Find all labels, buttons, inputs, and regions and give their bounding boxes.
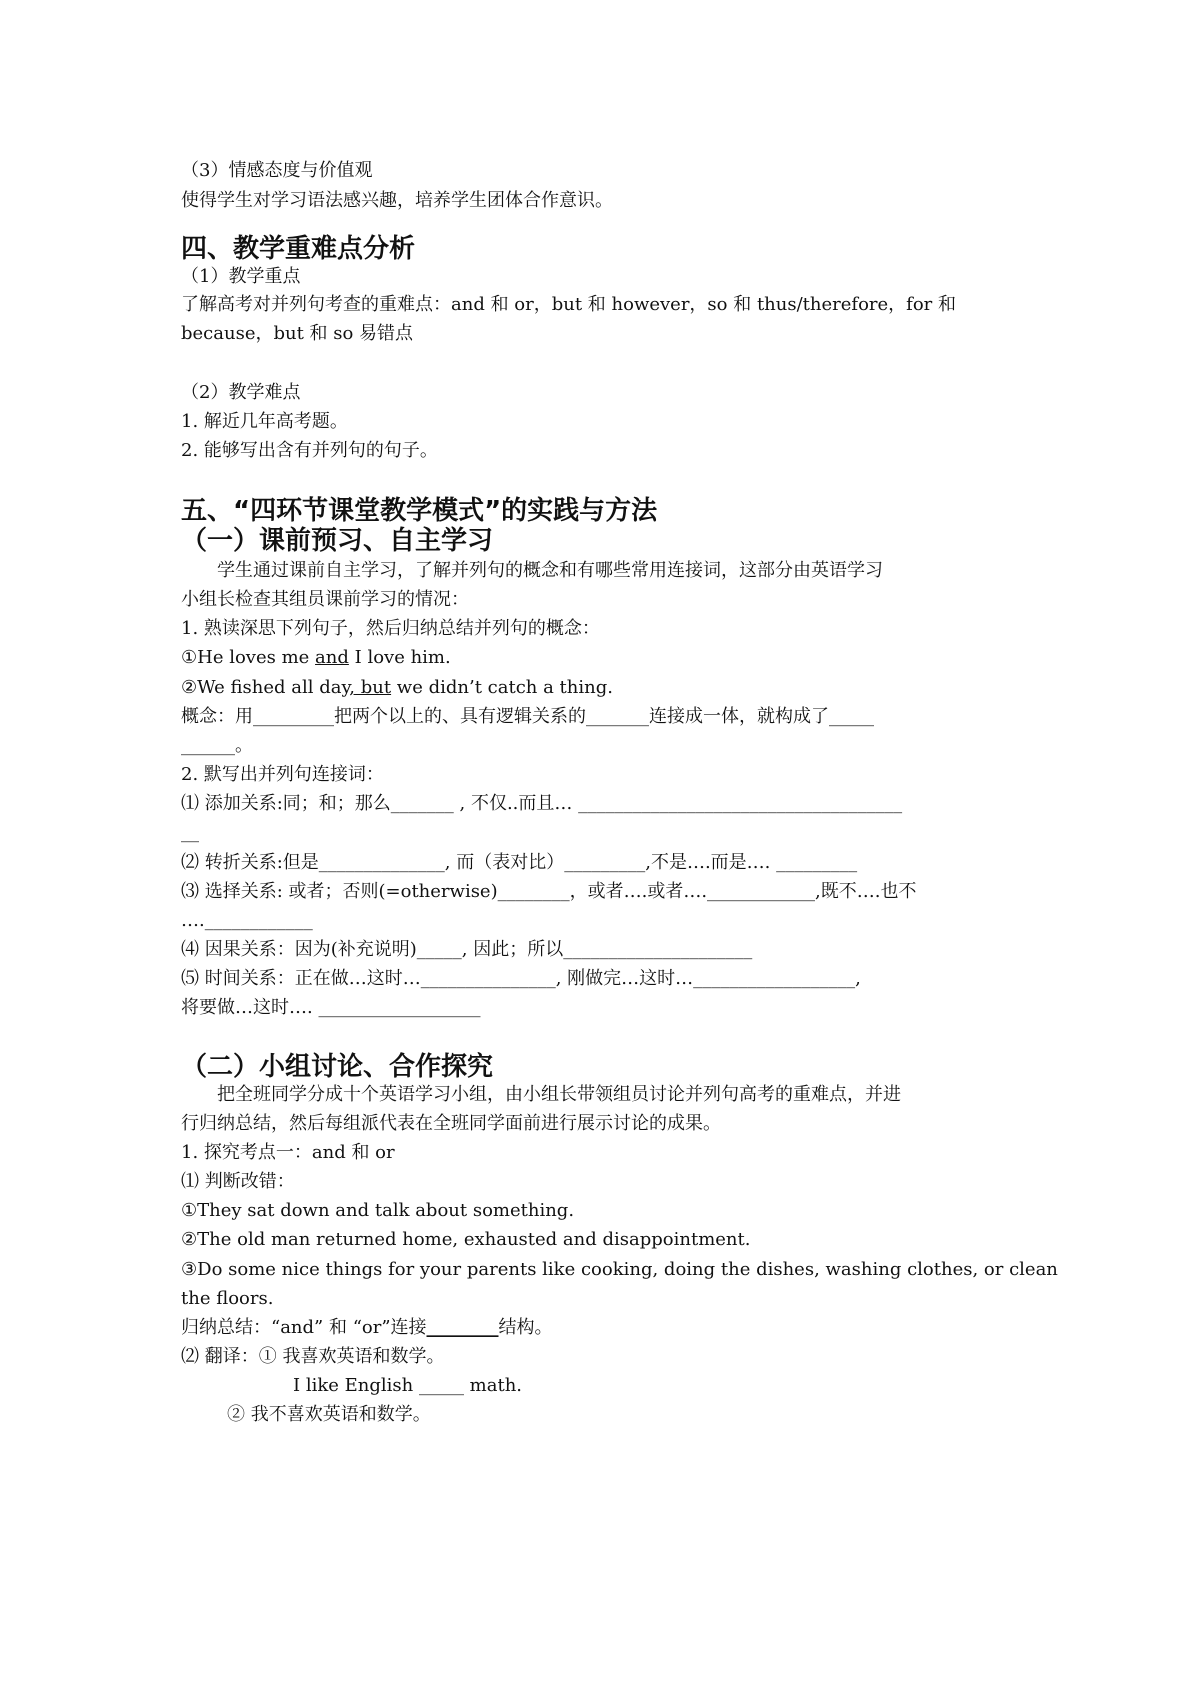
judge-item-1: ①They sat down and talk about something.	[181, 1200, 575, 1221]
judge-correct-heading: ⑴ 判断改错：	[181, 1171, 295, 1192]
subheading-two: （二）小组讨论、合作探究	[181, 1052, 494, 1082]
connector-cause: ⑷ 因果关系：因为(补充说明)_____, 因此；所以_____________________	[181, 939, 753, 960]
connector-time: ⑸ 时间关系：正在做…这时…_______________, 刚做完…这时…__________________,	[181, 968, 861, 989]
connector-choice-cont: ….____________	[181, 910, 313, 931]
preview-question-2: 2. 默写出并列句连接词：	[181, 764, 384, 785]
subheading-one: （一）课前预习、自主学习	[181, 526, 494, 556]
connector-contrast: ⑵ 转折关系:但是______________, 而（表对比）_________,不是….而是…. _________	[181, 852, 858, 873]
preview-paragraph-1: 学生通过课前自主学习，了解并列句的概念和有哪些常用连接词，这部分由英语学习	[217, 560, 883, 581]
section-3-body: 使得学生对学习语法感兴趣，培养学生团体合作意识。	[181, 190, 613, 211]
summary-line: 归纳总结：“and” 和 “or”连接________结构。	[181, 1317, 553, 1338]
judge-item-3-cont: the floors.	[181, 1288, 274, 1309]
preview-paragraph-2: 小组长检查其组员课前学习的情况：	[181, 589, 469, 610]
concept-line-1: 概念：用_________把两个以上的、具有逻辑关系的_______连接成一体，就构成了_____	[181, 706, 874, 727]
connector-time-cont: 将要做…这时…. __________________	[181, 997, 481, 1018]
example-sentence-1: ①He loves me and I love him.	[181, 647, 451, 668]
difficulty-item-1: 1. 解近几年高考题。	[181, 411, 348, 432]
judge-item-3: ③Do some nice things for your parents like cooking, doing the dishes, washing clothes, or clean	[181, 1259, 1058, 1280]
example-sentence-2: ②We fished all day, but we didn’t catch a thing.	[181, 677, 613, 698]
translate-heading: ⑵ 翻译：① 我喜欢英语和数学。	[181, 1346, 445, 1367]
connector-add: ⑴ 添加关系:同；和；那么_______ , 不仅..而且… ____________________________________	[181, 793, 903, 814]
section-3-heading: （3）情感态度与价值观	[181, 160, 373, 181]
connector-choice: ⑶ 选择关系: 或者；否则(=otherwise)________，或者….或者….____________,既不….也不	[181, 881, 917, 902]
probe-point-1: 1. 探究考点一：and 和 or	[181, 1142, 395, 1163]
heading-four: 四、教学重难点分析	[181, 234, 416, 264]
group-paragraph-2: 行归纳总结，然后每组派代表在全班同学面前进行展示讨论的成果。	[181, 1113, 721, 1134]
difficulty-item-2: 2. 能够写出含有并列句的句子。	[181, 440, 438, 461]
key-points-body-1: 了解高考对并列句考查的重难点：and 和 or，but 和 however，so 和 thus/therefore，for 和	[181, 294, 956, 315]
translate-answer-1: I like English _____ math.	[293, 1375, 523, 1396]
translate-item-2: ② 我不喜欢英语和数学。	[227, 1404, 431, 1425]
connector-add-cont: __	[181, 822, 199, 843]
key-points-heading: （1）教学重点	[181, 266, 301, 287]
group-paragraph-1: 把全班同学分成十个英语学习小组，由小组长带领组员讨论并列句高考的重难点，并进	[217, 1084, 901, 1105]
difficulties-heading: （2）教学难点	[181, 382, 301, 403]
heading-five: 五、“四环节课堂教学模式”的实践与方法	[181, 496, 658, 526]
concept-line-2: ______。	[181, 735, 253, 756]
preview-question-1: 1. 熟读深思下列句子，然后归纳总结并列句的概念：	[181, 618, 600, 639]
judge-item-2: ②The old man returned home, exhausted and disappointment.	[181, 1229, 751, 1250]
key-points-body-2: because，but 和 so 易错点	[181, 323, 414, 344]
